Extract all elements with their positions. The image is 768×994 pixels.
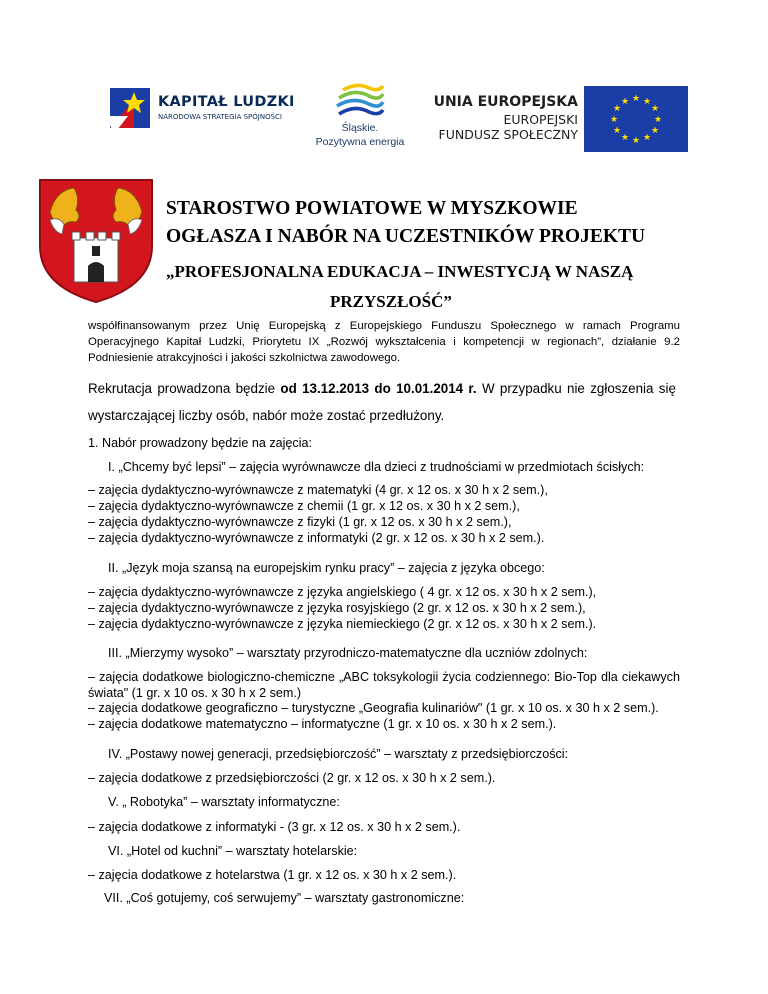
cofinance-paragraph: współfinansowanym przez Unię Europejską z Europejskiego Funduszu Społecznego w ramach Programu Operacyjnego Kapitał Ludzki, Priorytetu IX „Rozwój wykształcenia i kompetencji w regionach”, działanie 9.2 Podniesienie atrakcyjności i jakości szkolnictwa zawodowego.: [88, 320, 680, 364]
svg-text:★: ★: [642, 97, 652, 107]
kapital-ludzki-logo: [104, 86, 304, 146]
svg-text:★: ★: [620, 133, 630, 143]
section-heading-2: II. „Język moja szansą na europejskim rynku pracy” – zajęcia z języka obcego:: [108, 561, 545, 575]
section-heading-7: VII. „Coś gotujemy, coś serwujemy” – warsztaty gastronomiczne:: [104, 891, 465, 905]
section-heading-4: IV. „Postawy nowej generacji, przedsiębiorczość” – warsztaty z przedsiębiorczości:: [108, 747, 569, 761]
recruitment-dates: od 13.12.2013 do 10.01.2014 r.: [280, 381, 477, 396]
page-title-line2: OGŁASZA I NABÓR NA UCZESTNIKÓW PROJEKTU: [166, 226, 646, 247]
kapital-ludzki-emblem-icon: [104, 86, 154, 136]
list-item: – zajęcia dodatkowe z hotelarstwa (1 gr. x 12 os. x 30 h x 2 sem.).: [88, 868, 457, 882]
svg-text:★: ★: [620, 97, 630, 107]
list-item: – zajęcia dydaktyczno-wyrównawcze z języka angielskiego ( 4 gr. x 12 os. x 30 h x 2 sem.),: [88, 585, 597, 599]
myszkow-crest-icon: [36, 176, 156, 304]
list-item: – zajęcia dodatkowe z przedsiębiorczości (2 gr. x 12 os. x 30 h x 2 sem.).: [88, 771, 496, 785]
section-heading-6: VI. „Hotel od kuchni” – warsztaty hotelarskie:: [108, 844, 358, 858]
svg-text:★: ★: [650, 104, 660, 114]
project-title-line2: PRZYSZŁOŚĆ”: [330, 292, 452, 311]
slaskie-logo: [305, 80, 415, 154]
svg-text:★: ★: [612, 104, 622, 114]
kapital-ludzki-title: KAPITAŁ LUDZKI: [158, 94, 295, 110]
eu-fund-line2: FUNDUSZ SPOŁECZNY: [438, 127, 578, 142]
point-1: 1. Nabór prowadzony będzie na zajęcia:: [88, 436, 313, 450]
recruitment-post: W przypadku nie zgłoszenia się: [476, 381, 676, 396]
svg-text:★: ★: [609, 115, 619, 125]
section-heading-3: III. „Mierzymy wysoko” – warsztaty przyrodniczo-matematyczne dla uczniów zdolnych:: [108, 646, 588, 660]
recruitment-line2: wystarczającej liczby osób, nabór może zostać przedłużony.: [88, 408, 445, 423]
list-item: – zajęcia dodatkowe z informatyki - (3 gr. x 12 os. x 30 h x 2 sem.).: [88, 820, 461, 834]
list-item: – zajęcia dydaktyczno-wyrównawcze z fizyki (1 gr. x 12 os. x 30 h x 2 sem.),: [88, 515, 512, 529]
slaskie-wave-icon: [335, 80, 385, 120]
list-item: – zajęcia dydaktyczno-wyrównawcze z matematyki (4 gr. x 12 os. x 30 h x 2 sem.),: [88, 483, 548, 497]
svg-text:★: ★: [650, 126, 660, 136]
eu-flag-icon: [584, 86, 688, 152]
list-item: – zajęcia dodatkowe biologiczno-chemiczne „ABC toksykologii życia codziennego: Bio-Top dla ciekawych świata" (1 gr. x 10 os. x 30 h x 2 sem.): [88, 670, 680, 700]
recruitment-pre: Rekrutacja prowadzona będzie: [88, 381, 281, 396]
eu-title: UNIA EUROPEJSKA: [433, 94, 578, 110]
project-title-line1: „PROFESJONALNA EDUKACJA – INWESTYCJĄ W NASZĄ: [166, 262, 634, 281]
recruitment-line1: [88, 381, 676, 396]
svg-text:★: ★: [653, 115, 663, 125]
list-item: – zajęcia dodatkowe geograficzno – turystyczne „Geografia kulinariów" (1 gr. x 10 os. x 30 h x 2 sem.).: [88, 701, 659, 715]
list-item: – zajęcia dydaktyczno-wyrównawcze z informatyki (2 gr. x 12 os. x 30 h x 2 sem.).: [88, 531, 545, 545]
kapital-ludzki-subtitle: NARODOWA STRATEGIA SPÓJNOŚCI: [158, 113, 282, 121]
svg-text:★: ★: [642, 133, 652, 143]
svg-text:★: ★: [631, 136, 641, 146]
section-heading-1: I. „Chcemy być lepsi” – zajęcia wyrównawcze dla dzieci z trudnościami w przedmiotach ścisłych:: [108, 460, 645, 474]
svg-text:★: ★: [631, 94, 641, 104]
list-item: – zajęcia dodatkowe matematyczno – informatyczne (1 gr. x 10 os. x 30 h x 2 sem.).: [88, 717, 557, 731]
svg-text:★: ★: [612, 126, 622, 136]
list-item: – zajęcia dydaktyczno-wyrównawcze z języka niemieckiego (2 gr. x 12 os. x 30 h x 2 sem.).: [88, 617, 597, 631]
slaskie-name: Śląskie.: [341, 122, 379, 134]
slaskie-slogan: Pozytywna energia: [315, 136, 405, 148]
section-heading-5: V. „ Robotyka” – warsztaty informatyczne:: [108, 795, 340, 809]
eu-logo: [428, 84, 688, 154]
list-item: – zajęcia dydaktyczno-wyrównawcze z języka rosyjskiego (2 gr. x 12 os. x 30 h x 2 sem.),: [88, 601, 586, 615]
page-title-line1: STAROSTWO POWIATOWE W MYSZKOWIE: [166, 198, 578, 219]
eu-fund-line1: EUROPEJSKI: [503, 112, 578, 127]
list-item: – zajęcia dydaktyczno-wyrównawcze z chemii (1 gr. x 12 os. x 30 h x 2 sem.),: [88, 499, 520, 513]
